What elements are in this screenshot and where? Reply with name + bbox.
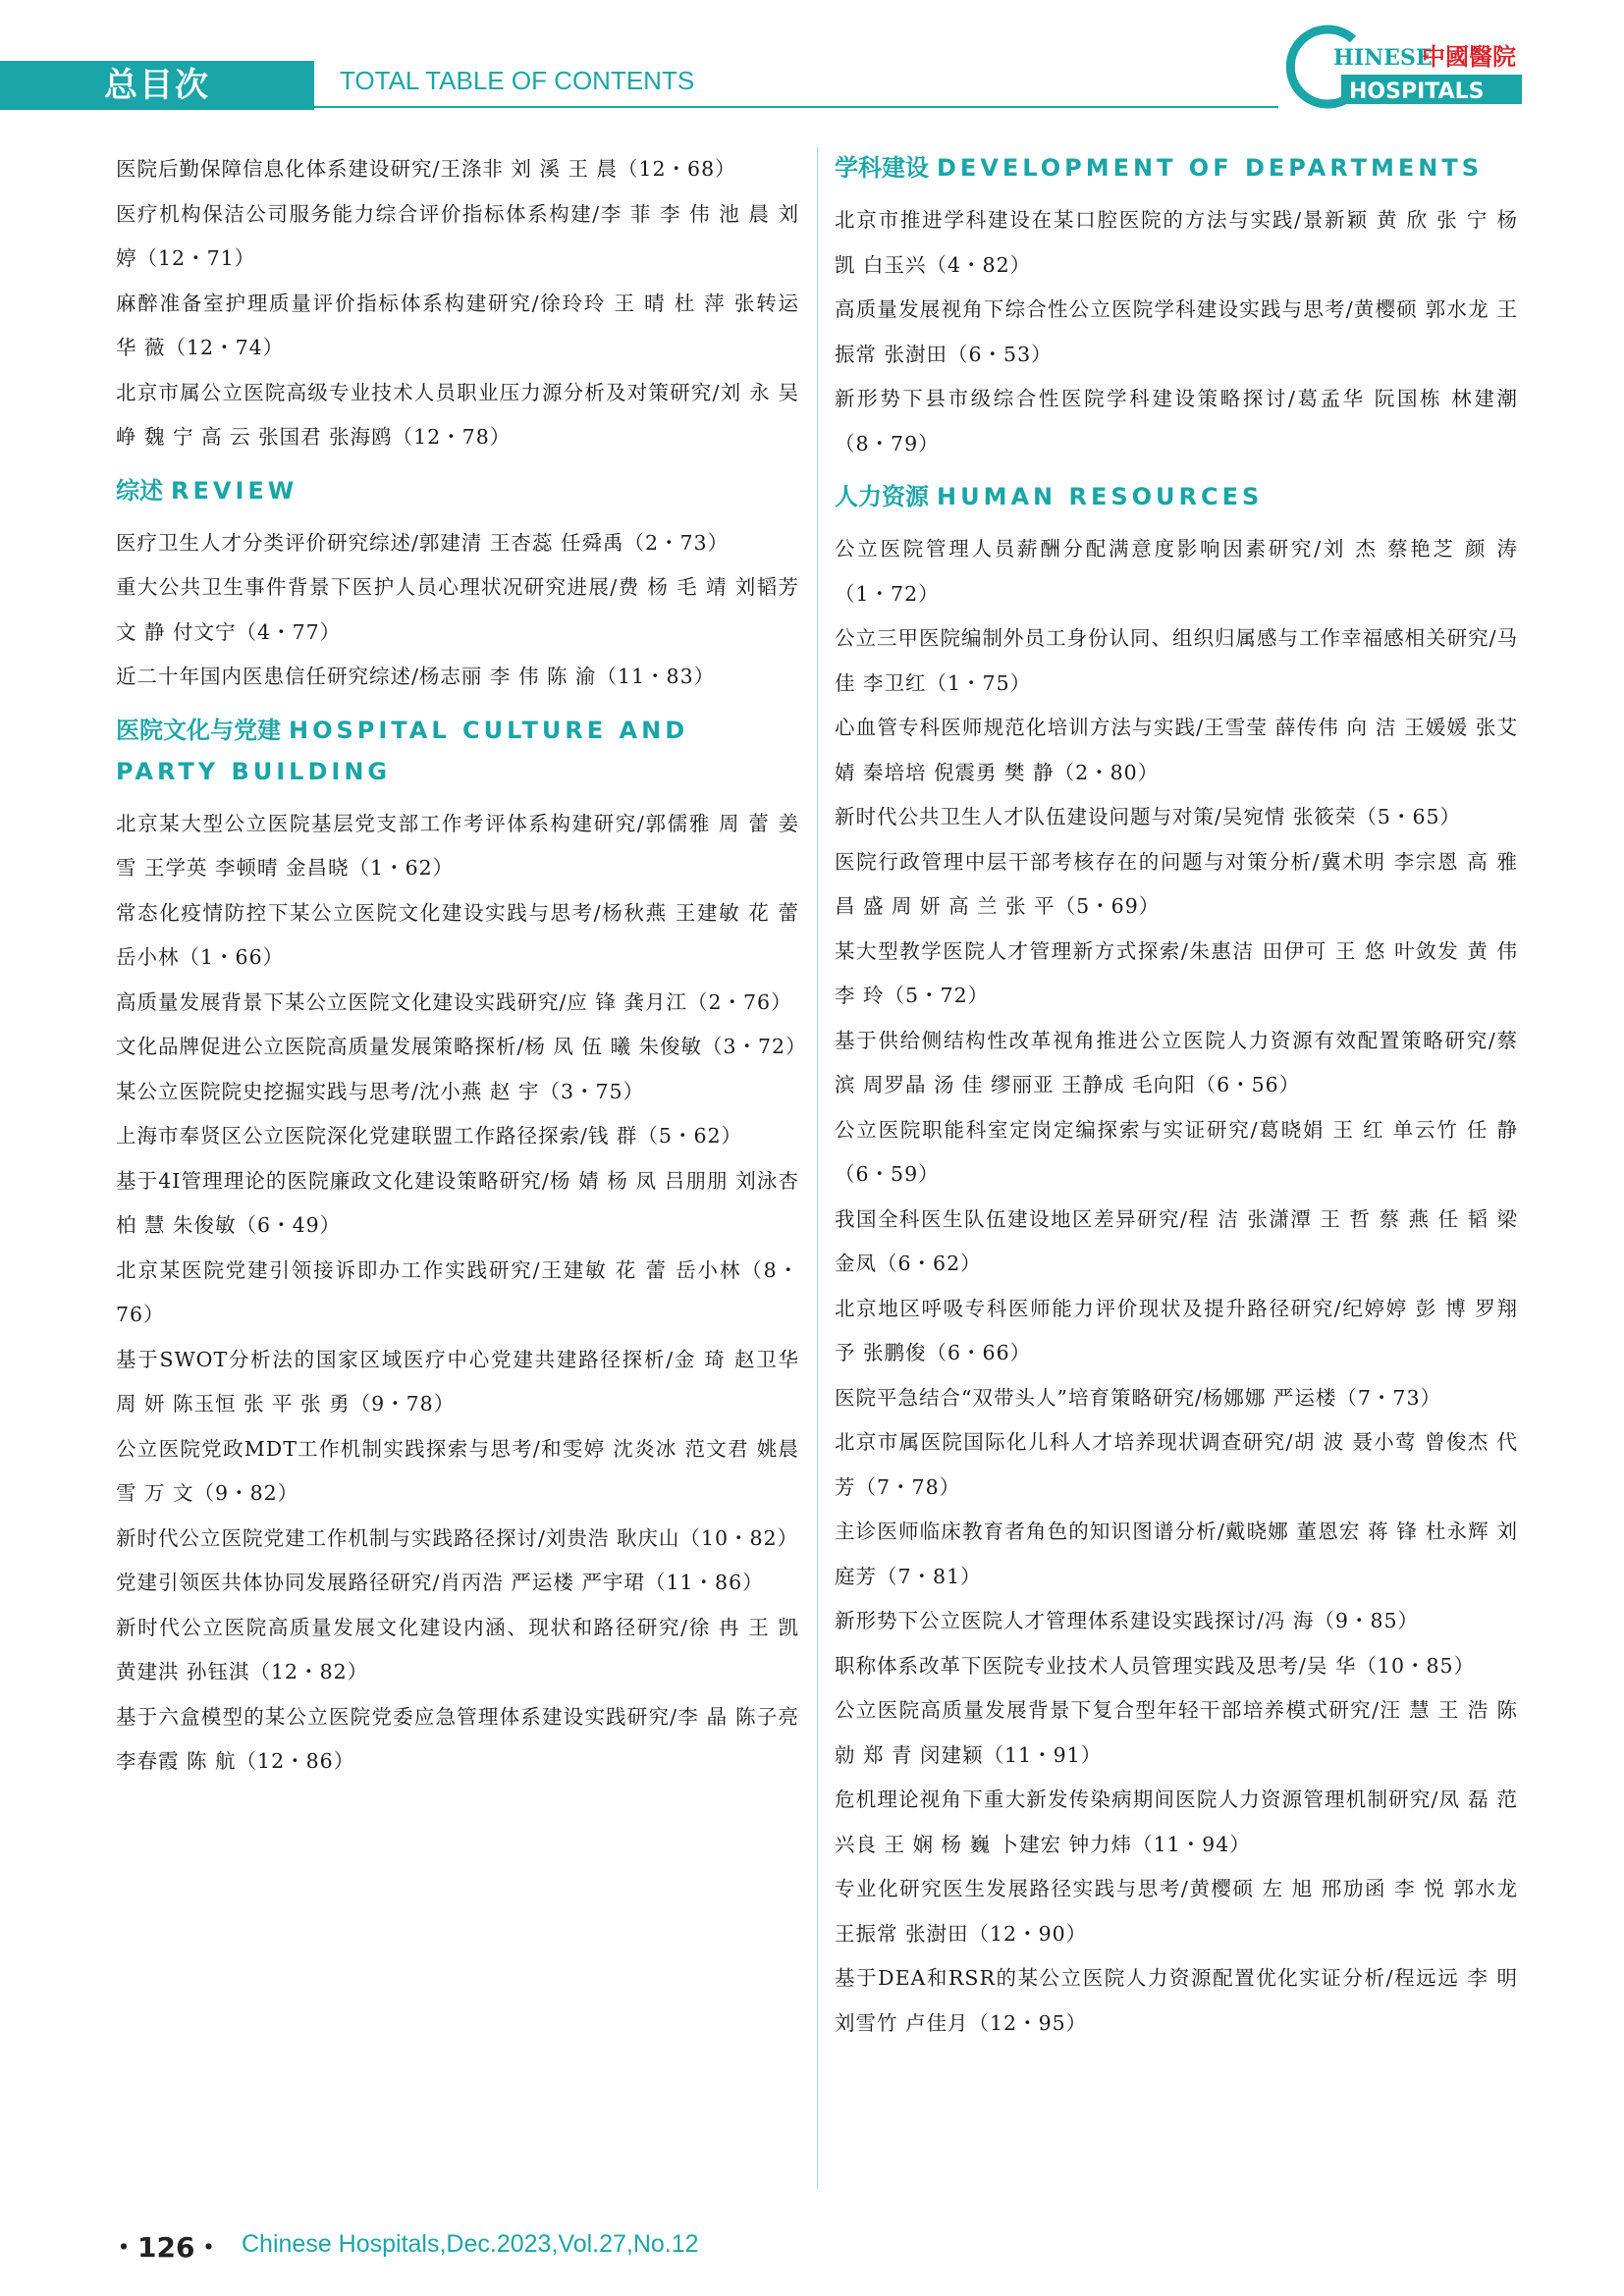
toc-entry: 我国全科医生队伍建设地区差异研究/程 洁 张潇潭 王 哲 蔡 燕 任 韬 梁金凤（6・62） <box>835 1206 1518 1275</box>
toc-entry: 麻醉准备室护理质量评价指标体系构建研究/徐玲玲 王 晴 杜 萍 张转运 华 薇（12・74） <box>116 291 799 359</box>
toc-entry: 心血管专科医师规范化培训方法与实践/王雪莹 薛传伟 向 洁 王媛媛 张艾婧 秦培培 倪震勇 樊 静（2・80） <box>835 716 1518 784</box>
toc-entry: 基于SWOT分析法的国家区域医疗中心党建共建路径探析/金 琦 赵卫华 周 妍 陈玉恒 张 平 张 勇（9・78） <box>116 1347 799 1415</box>
toc-entry: 基于六盒模型的某公立医院党委应急管理体系建设实践研究/李 晶 陈子亮 李春霞 陈 航（12・86） <box>116 1704 799 1773</box>
toc-entry: 重大公共卫生事件背景下医护人员心理状况研究进展/费 杨 毛 靖 刘韬芳 文 静 付文宁（4・77） <box>116 575 799 644</box>
toc-entry: 医疗卫生人才分类评价研究综述/郭建清 王杏蕊 任舜禹（2・73） <box>116 530 730 555</box>
toc-entry: 公立医院管理人员薪酬分配满意度影响因素研究/刘 杰 蔡艳芝 颜 涛（1・72） <box>835 537 1518 606</box>
toc-entry: 危机理论视角下重大新发传染病期间医院人力资源管理机制研究/凤 磊 范兴良 王 娴 杨 巍 卜建宏 钟力炜（11・94） <box>835 1788 1518 1856</box>
toc-entry: 北京某大型公立医院基层党支部工作考评体系构建研究/郭儒雅 周 蕾 姜 雪 王学英 李顿晴 金昌晓（1・62） <box>116 811 799 880</box>
toc-entry: 公立医院职能科室定岗定编探索与实证研究/葛晓娟 王 红 单云竹 任 静（6・59） <box>835 1117 1518 1186</box>
section-cn: 医院文化与党建 <box>116 716 281 744</box>
toc-entry: 近二十年国内医患信任研究综述/杨志丽 李 伟 陈 渝（11・83） <box>116 665 716 688</box>
toc-entry: 基于4I管理理论的医院廉政文化建设策略研究/杨 婧 杨 凤 吕朋朋 刘泳杏 柏 慧 朱俊敏（6・49） <box>116 1168 799 1237</box>
toc-entry: 北京市属医院国际化儿科人才培养现状调查研究/胡 波 聂小莺 曾俊杰 代 芳（7・78） <box>835 1430 1518 1499</box>
toc-entry: 医疗机构保洁公司服务能力综合评价指标体系构建/李 菲 李 伟 池 晨 刘 婷（12・71） <box>116 201 799 270</box>
toc-entry: 北京市推进学科建设在某口腔医院的方法与实践/景新颖 黄 欣 张 宁 杨 凯 白玉兴（4・82） <box>835 208 1518 277</box>
toc-entry: 公立医院高质量发展背景下复合型年轻干部培养模式研究/汪 慧 王 浩 陈 勍 郑 青 闵建颖（11・91） <box>835 1698 1518 1767</box>
toc-entry: 北京市属公立医院高级专业技术人员职业压力源分析及对策研究/刘 永 吴 峥 魏 宁 高 云 张国君 张海鸥（12・78） <box>116 380 799 449</box>
toc-entry: 文化品牌促进公立医院高质量发展策略探析/杨 凤 伍 曦 朱俊敏（3・72） <box>116 1035 807 1058</box>
toc-entry: 北京地区呼吸专科医师能力评价现状及提升路径研究/纪婷婷 彭 博 罗翔予 张鹏俊（6・66） <box>835 1296 1518 1364</box>
section-en: HUMAN RESOURCES <box>937 483 1264 510</box>
right-column <box>835 147 1518 2046</box>
toc-entry: 公立医院党政MDT工作机制实践探索与思考/和雯婷 沈炎冰 范文君 姚晨雪 万 文（9・82） <box>116 1436 799 1505</box>
section-cn: 综述 <box>116 476 163 505</box>
section-heading-review <box>116 470 799 511</box>
toc-entry: 某大型教学医院人才管理新方式探索/朱惠洁 田伊可 王 悠 叶敛发 黄 伟 李 玲（5・72） <box>835 938 1518 1007</box>
section-cn: 学科建设 <box>835 154 929 182</box>
logo-brand-bottom: HOSPITALS <box>1349 80 1485 104</box>
section-en: HOSPITAL CULTURE AND PARTY BUILDING <box>116 716 689 785</box>
journal-info: Chinese Hospitals,Dec.2023,Vol.27,No.12 <box>242 2230 699 2258</box>
toc-entry: 新时代公立医院高质量发展文化建设内涵、现状和路径研究/徐 冉 王 凯 黄建洪 孙钰淇（12・82） <box>116 1615 799 1683</box>
section-en: REVIEW <box>171 476 298 505</box>
toc-entry: 医院后勤保障信息化体系建设研究/王涤非 刘 溪 王 晨（12・68） <box>116 157 736 181</box>
section-en: DEVELOPMENT OF DEPARTMENTS <box>937 154 1484 182</box>
toc-entry: 某公立医院院史挖掘实践与思考/沈小燕 赵 宇（3・75） <box>116 1079 645 1103</box>
toc-entry: 基于DEA和RSR的某公立医院人力资源配置优化实证分析/程远远 李 明 刘雪竹 卢佳月（12・95） <box>835 1966 1518 2035</box>
culture-entry-list <box>116 802 807 1785</box>
column-divider <box>817 147 818 2189</box>
toc-entry: 职称体系改革下医院专业技术人员管理实践及思考/吴 华（10・85） <box>835 1653 1476 1678</box>
header-rule <box>314 106 1278 108</box>
toc-entry: 上海市奉贤区公立医院深化党建联盟工作路径探索/钱 群（5・62） <box>116 1124 743 1148</box>
toc-entry: 新时代公立医院党建工作机制与实践路径探讨/刘贵浩 耿庆山（10・82） <box>116 1525 799 1550</box>
toc-entry: 主诊医师临床教育者角色的知识图谱分析/戴晓娜 董恩宏 蒋 锋 杜永辉 刘庭芳（7・81） <box>835 1520 1518 1588</box>
toc-entry: 北京某医院党建引领接诉即办工作实践研究/王建敏 花 蕾 岳小林（8・76） <box>116 1257 799 1326</box>
toc-entry: 高质量发展背景下某公立医院文化建设实践研究/应 锋 龚月江（2・76） <box>116 989 792 1014</box>
page-number: ・126・ <box>110 2231 223 2264</box>
logo-brand-top: HINESE <box>1333 45 1433 71</box>
section-heading-hr <box>835 476 1518 517</box>
toc-entry: 基于供给侧结构性改革视角推进公立医院人力资源有效配置策略研究/蔡 滨 周罗晶 汤 佳 缪丽亚 王静成 毛向阳（6・56） <box>835 1028 1518 1096</box>
toc-entry: 新形势下县市级综合性医院学科建设策略探讨/葛孟华 阮国栋 林建潮（8・79） <box>835 387 1518 455</box>
toc-entry: 公立三甲医院编制外员工身份认同、组织归属感与工作幸福感相关研究/马 佳 李卫红（1・75） <box>835 626 1518 695</box>
toc-entry: 专业化研究医生发展路径实践与思考/黄樱硕 左 旭 邢劢函 李 悦 郭水龙 王振常 张澍田（12・90） <box>835 1877 1518 1946</box>
chinese-hospitals-logo <box>1276 18 1528 112</box>
page-title: 总目次 <box>104 66 210 105</box>
section-cn: 人力资源 <box>835 483 929 510</box>
toc-entry: 新形势下公立医院人才管理体系建设实践探讨/冯 海（9・85） <box>835 1609 1420 1632</box>
toc-entry: 医院行政管理中层干部考核存在的问题与对策分析/冀术明 李宗恩 高 雅 昌 盛 周 妍 高 兰 张 平（5・69） <box>835 849 1518 918</box>
toc-entry: 高质量发展视角下综合性公立医院学科建设实践与思考/黄樱硕 郭水龙 王振常 张澍田（6・53） <box>835 297 1518 366</box>
departments-entry-list <box>835 198 1518 466</box>
section-heading-culture <box>116 710 799 792</box>
toc-entry: 新时代公共卫生人才队伍建设问题与对策/吴宛情 张筱荣（5・65） <box>835 805 1462 828</box>
hr-entry-list <box>835 527 1518 2046</box>
review-entry-list <box>116 521 799 700</box>
logo-brand-cn: 中國醫院 <box>1422 43 1516 71</box>
toc-entry: 党建引领医共体协同发展路径研究/肖丙浩 严运楼 严宇珺（11・86） <box>116 1571 764 1594</box>
left-column <box>116 147 807 1785</box>
intro-entry-list <box>116 147 799 460</box>
toc-entry: 常态化疫情防控下某公立医院文化建设实践与思考/杨秋燕 王建敏 花 蕾 岳小林（1・66） <box>116 900 799 969</box>
toc-entry: 医院平急结合“双带头人”培育策略研究/杨娜娜 严运楼（7・73） <box>835 1385 1442 1410</box>
page-subtitle: TOTAL TABLE OF CONTENTS <box>340 66 695 95</box>
section-heading-departments <box>835 147 1518 188</box>
